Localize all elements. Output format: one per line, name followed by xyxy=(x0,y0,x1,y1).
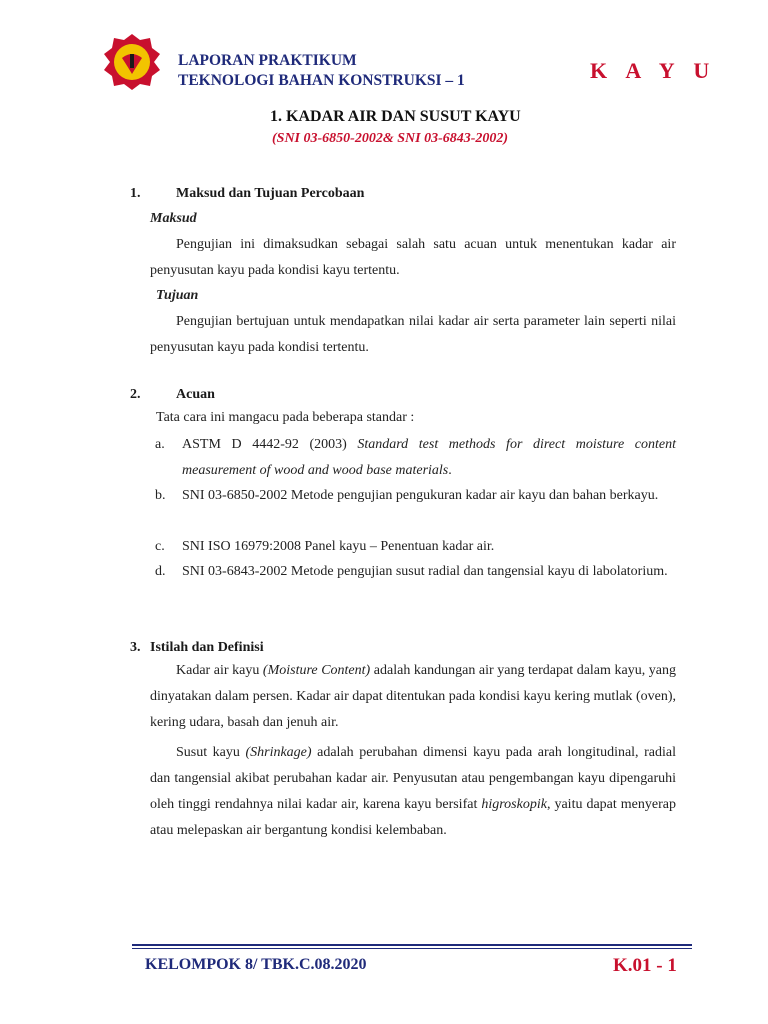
standard-reference: (SNI 03-6850-2002& SNI 03-6843-2002) xyxy=(272,131,509,146)
page-number: K.01 - 1 xyxy=(613,955,677,976)
tujuan-label: Tujuan xyxy=(156,288,199,303)
section2-number: 2. xyxy=(130,387,141,402)
section-heading: 1. KADAR AIR DAN SUSUT KAYU xyxy=(270,108,521,125)
section2-heading: Acuan xyxy=(176,387,215,402)
reference-marker: a. xyxy=(155,437,165,452)
maksud-paragraph: Pengujian ini dimaksudkan sebagai salah satu acuan untuk menentukan kadar air penyusutan kayu pada kondisi kayu tertentu. xyxy=(150,237,676,278)
reference-marker: b. xyxy=(155,488,166,503)
acuan-intro: Tata cara ini mangacu pada beberapa standar : xyxy=(156,410,415,425)
tujuan-paragraph: Pengujian bertujuan untuk mendapatkan nilai kadar air serta parameter lain seperti nilai penyusutan kayu pada kondisi tertentu. xyxy=(150,314,676,355)
reference-marker: d. xyxy=(155,564,166,579)
reference-item: SNI 03-6850-2002 Metode pengujian pengukuran kadar air kayu dan bahan berkayu. xyxy=(182,488,659,503)
report-title-line1: LAPORAN PRAKTIKUM xyxy=(178,52,357,69)
moisture-content-paragraph: Kadar air kayu (Moisture Content) adalah kandungan air yang terdapat dalam kayu, yang dinyatakan dalam persen. Kadar air dapat ditentukan pada kondisi kayu kering mutlak (oven), kering udara, basah dan jenuh air. xyxy=(150,663,677,730)
reference-item: SNI 03-6843-2002 Metode pengujian susut radial dan tangensial kayu di labolatorium. xyxy=(182,564,668,579)
footer-rule-top xyxy=(132,944,692,946)
report-title-line2: TEKNOLOGI BAHAN KONSTRUKSI – 1 xyxy=(178,72,465,89)
section1-heading: Maksud dan Tujuan Percobaan xyxy=(176,186,365,201)
reference-item: SNI ISO 16979:2008 Panel kayu – Penentuan kadar air. xyxy=(182,539,495,554)
footer-rule-inner xyxy=(132,948,692,949)
chapter-label: K A Y U xyxy=(590,58,717,83)
reference-item: ASTM D 4442-92 (2003) Standard test methods for direct moisture content measurement of wood and wood base materials. xyxy=(182,437,676,478)
reference-marker: c. xyxy=(155,539,165,554)
group-label: KELOMPOK 8/ TBK.C.08.2020 xyxy=(145,956,367,973)
maksud-label: Maksud xyxy=(150,211,197,226)
section1-number: 1. xyxy=(130,186,141,201)
university-logo xyxy=(100,30,164,94)
section3-number: 3. xyxy=(130,640,141,655)
shrinkage-paragraph: Susut kayu (Shrinkage) adalah perubahan dimensi kayu pada arah longitudinal, radial dan tangensial akibat perubahan kadar air. Penyusutan atau pengembangan kayu dipengaruhi oleh tinggi rendahnya nilai kadar air, karena kayu bersifat higroskopik, yaitu dapat menyerap atau melepaskan air bergantung kondisi kelembaban. xyxy=(150,745,676,838)
section3-heading: Istilah dan Definisi xyxy=(150,640,264,655)
